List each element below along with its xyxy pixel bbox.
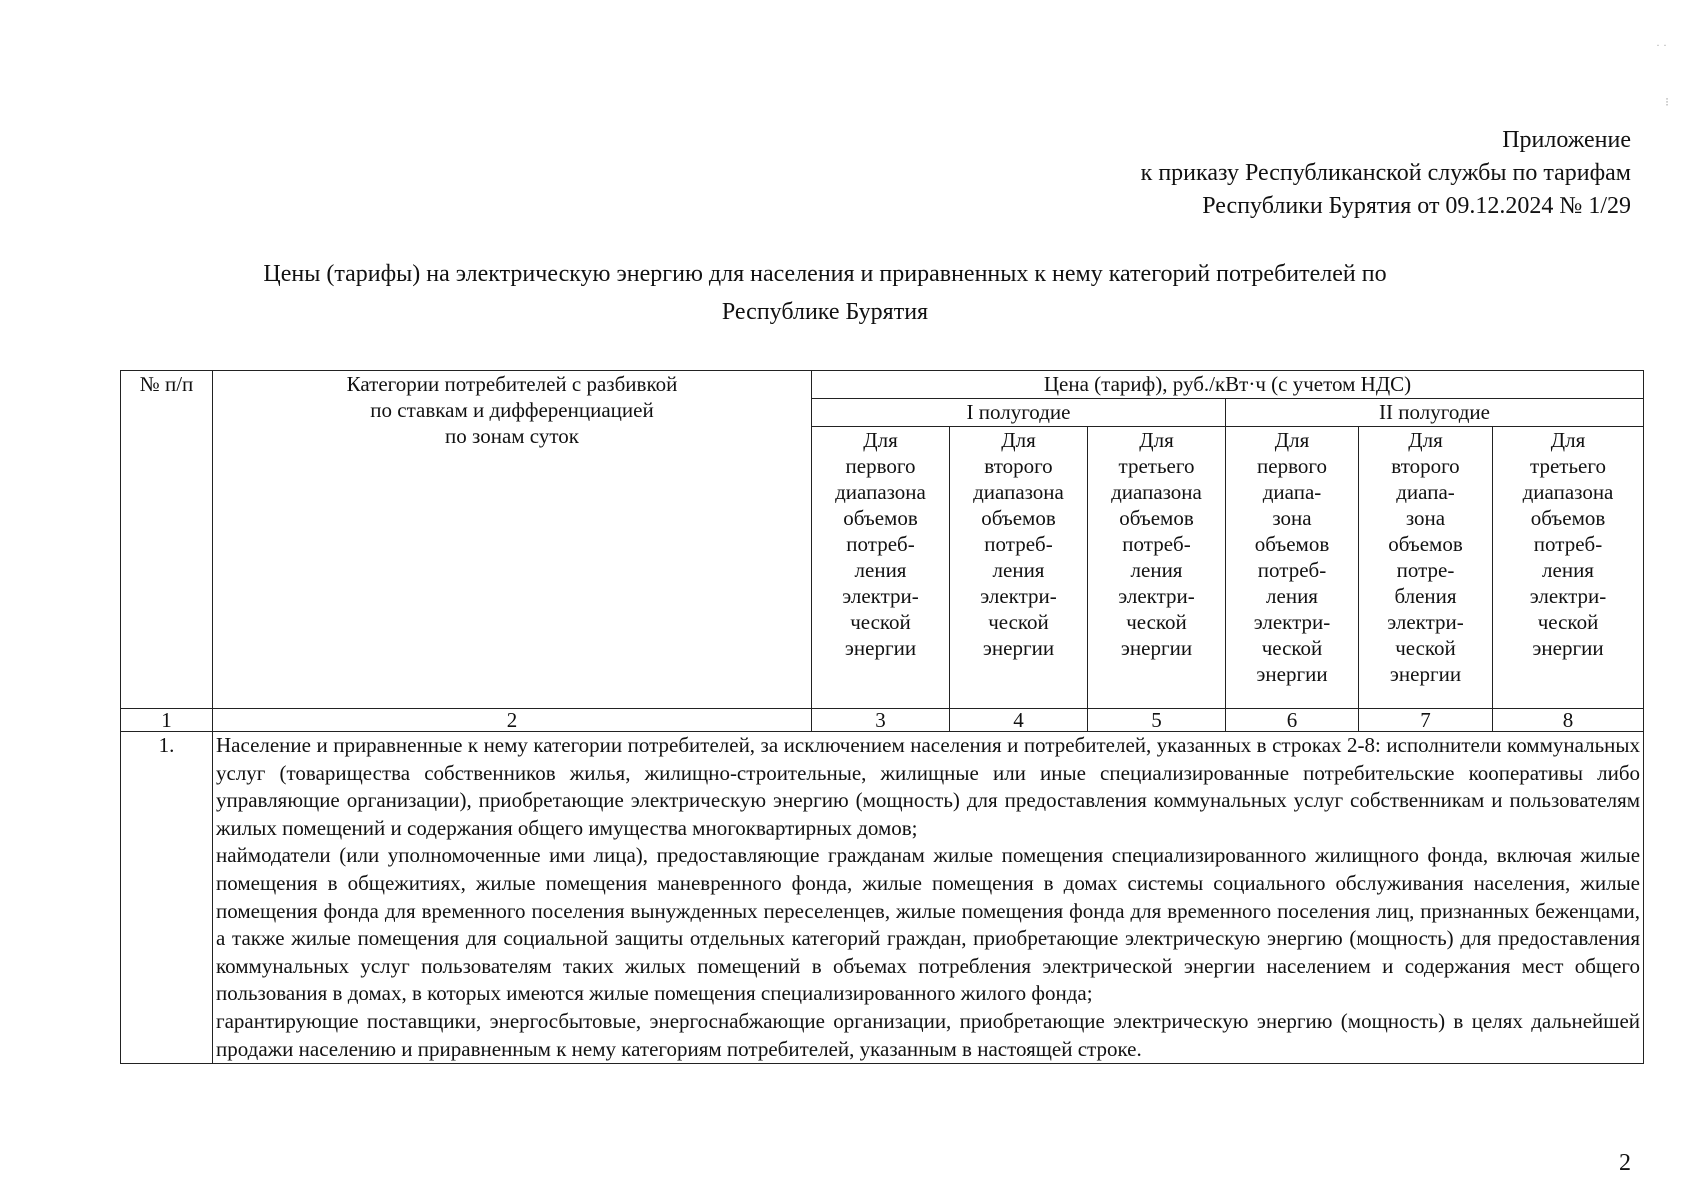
scan-speck: ⁝ [1665, 95, 1669, 109]
row-category-description [213, 732, 1644, 1064]
appendix-line-1: Приложение [1502, 127, 1631, 153]
column-number-3: 3 [812, 709, 950, 732]
header-row-number: № п/п [121, 371, 213, 709]
header-category-text: Категории потребителей с разбивкой по ставкам и дифференциацией по зонам суток [346, 372, 678, 448]
column-number-5: 5 [1088, 709, 1226, 732]
header-range-1: Для первого диапазона объемов потреб- ления электри- ческой энергии [812, 427, 950, 709]
header-price: Цена (тариф), руб./кВт·ч (с учетом НДС) [812, 371, 1644, 399]
category-paragraph: Население и приравненные к нему категории потребителей, за исключением населения и потребителей, указанных в строках 2-8: исполнители коммунальных услуг (товарищества собственников жилья, жилищно-строительные, жилищные или иные специализированные потребительские кооперативы либо управляющие организации), приобретающие электрическую энергию (мощность) для предоставления коммунальных услуг собственникам и пользователям жилых помещений и содержания общего имущества многоквартирных домов; [216, 733, 1641, 840]
category-paragraph: гарантирующие поставщики, энергосбытовые, энергоснабжающие организации, приобретающие электрическую энергию (мощность) в целях дальнейшей продажи населению и приравненным к нему категориям потребителей, указанным в настоящей строке. [216, 1008, 1641, 1061]
page-number: 2 [1619, 1150, 1631, 1176]
header-range-5: Для второго диапа- зона объемов потре- бления электри- ческой энергии [1359, 427, 1493, 709]
column-number-8: 8 [1493, 709, 1644, 732]
column-number-4: 4 [950, 709, 1088, 732]
header-range-4: Для первого диапа- зона объемов потреб- ления электри- ческой энергии [1226, 427, 1359, 709]
header-half-1: I полугодие [812, 399, 1226, 427]
appendix-line-3: Республики Бурятия от 09.12.2024 № 1/29 [1202, 193, 1631, 219]
column-number-7: 7 [1359, 709, 1493, 732]
title-line-2: Республике Бурятия [721, 299, 929, 325]
header-range-2: Для второго диапазона объемов потреб- ления электри- ческой энергии [950, 427, 1088, 709]
row-number: 1. [121, 732, 213, 1064]
column-number-2: 2 [213, 709, 812, 732]
header-range-3: Для третьего диапазона объемов потреб- ления электри- ческой энергии [1088, 427, 1226, 709]
appendix-line-2: к приказу Республиканской службы по тарифам [1140, 160, 1631, 186]
title-line-1: Цены (тарифы) на электрическую энергию для населения и приравненных к нему категорий потребителей по [263, 261, 1387, 287]
document-title [150, 255, 1500, 331]
header-range-6: Для третьего диапазона объемов потреб- ления электри- ческой энергии [1493, 427, 1644, 709]
appendix-header [1141, 124, 1631, 223]
column-number-6: 6 [1226, 709, 1359, 732]
header-half-2: II полугодие [1226, 399, 1644, 427]
header-category [213, 371, 812, 709]
scan-speck: · · [1656, 38, 1667, 52]
column-number-1: 1 [121, 709, 213, 732]
tariff-table [120, 370, 1644, 1064]
category-paragraph: наймодатели (или уполномоченные ими лица), предоставляющие гражданам жилые помещения специализированного жилищного фонда, включая жилые помещения в общежитиях, жилые помещения маневренного фонда, жилые помещения в домах системы социального обслуживания населения, жилые помещения фонда для временного поселения вынужденных переселенцев, жилые помещения фонда для временного поселения лиц, признанных беженцами, а также жилые помещения для социальной защиты отдельных категорий граждан, приобретающие электрическую энергию (мощность) для предоставления коммунальных услуг пользователям таких жилых помещений в объемах потребления электрической энергии населением и содержания мест общего пользования в домах, в которых имеются жилые помещения специализированного жилого фонда; [216, 843, 1641, 1006]
